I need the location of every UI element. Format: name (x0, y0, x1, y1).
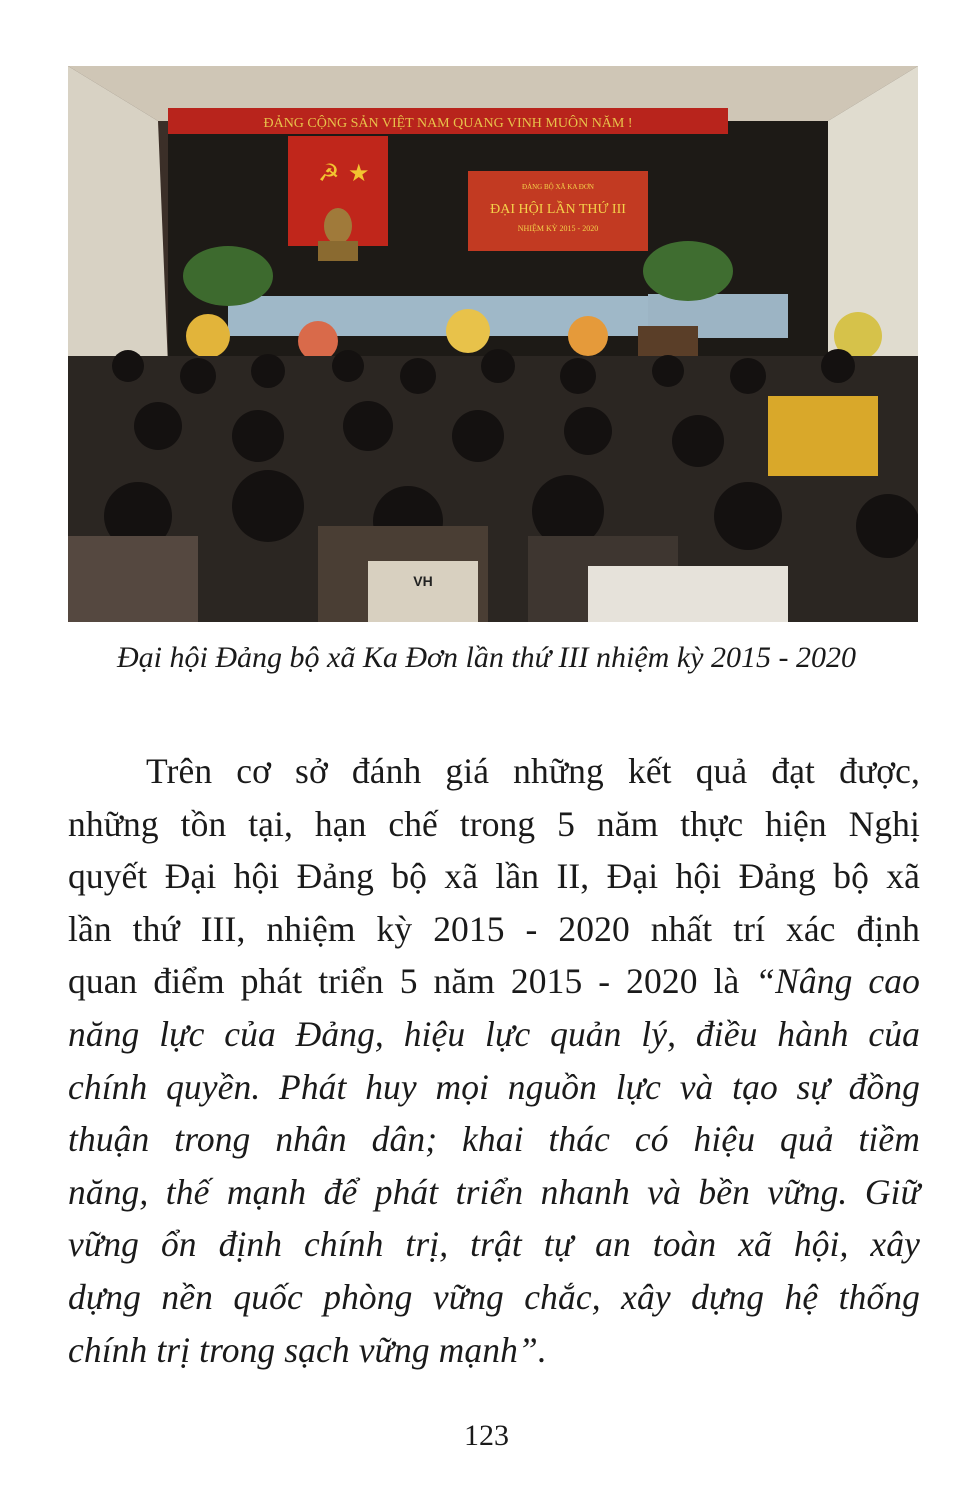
star-icon: ★ (348, 159, 370, 187)
quote-text: vững ổn định chính trị, trật tự an toàn xã hội, xây (68, 1224, 920, 1265)
board-title-text: ĐẠI HỘI LẦN THỨ III (490, 202, 626, 217)
text-line (68, 1324, 920, 1377)
quote-text: năng lực của Đảng, hiệu lực quản lý, điều hành của (68, 1013, 920, 1054)
text-line (68, 1166, 920, 1219)
text-line-plain: quan điểm phát triển 5 năm 2015 - 2020 là (68, 961, 756, 1002)
text-line (68, 1061, 920, 1114)
text-line: lần thứ III, nhiệm kỳ 2015 - 2020 nhất trí xác định (68, 908, 920, 949)
congress-photo (68, 66, 918, 622)
plant-left (183, 246, 273, 306)
photo-caption: Đại hội Đảng bộ xã Ka Đơn lần thứ III nhiệm kỳ 2015 - 2020 (117, 641, 856, 674)
quote-text: năng, thế mạnh để phát triển nhanh và bền vững. Giữ (68, 1171, 920, 1212)
seat-mark: VH (413, 573, 433, 589)
quote-text: chính trị trong sạch vững mạnh”. (68, 1329, 547, 1370)
text-line: những tồn tại, hạn chế trong 5 năm thực hiện Nghị (68, 803, 920, 844)
quote-start: “Nâng cao (755, 961, 920, 1002)
text-line (68, 1113, 920, 1166)
plant-right (643, 241, 733, 301)
banner-text: ĐẢNG CỘNG SẢN VIỆT NAM QUANG VINH MUÔN NĂM ! (263, 116, 633, 131)
quote-text: chính quyền. Phát huy mọi nguồn lực và tạo sự đồng (68, 1066, 920, 1107)
text-line: Trên cơ sở đánh giá những kết quả đạt được, (146, 751, 920, 791)
text-line (68, 1218, 920, 1271)
text-line (68, 1008, 920, 1061)
text-line: quyết Đại hội Đảng bộ xã lần II, Đại hội Đảng bộ xã (68, 856, 920, 897)
board-term-text: NHIỆM KỲ 2015 - 2020 (517, 224, 599, 233)
yellow-shirt (768, 396, 878, 476)
board-small-text: ĐẢNG BỘ XÃ KA ĐƠN (522, 183, 594, 191)
text-line (68, 955, 920, 1008)
quote-text: dựng nền quốc phòng vững chắc, xây dựng hệ thống (68, 1276, 920, 1317)
chair-back (368, 561, 478, 622)
text-line (68, 1271, 920, 1324)
page-number: 123 (464, 1419, 509, 1452)
bust-statue (324, 208, 352, 244)
quote-text: thuận trong nhân dân; khai thác có hiệu quả tiềm (68, 1119, 920, 1160)
flower-basket (186, 314, 230, 358)
hammer-sickle-icon: ☭ (318, 159, 340, 187)
body-paragraph (68, 745, 920, 1376)
